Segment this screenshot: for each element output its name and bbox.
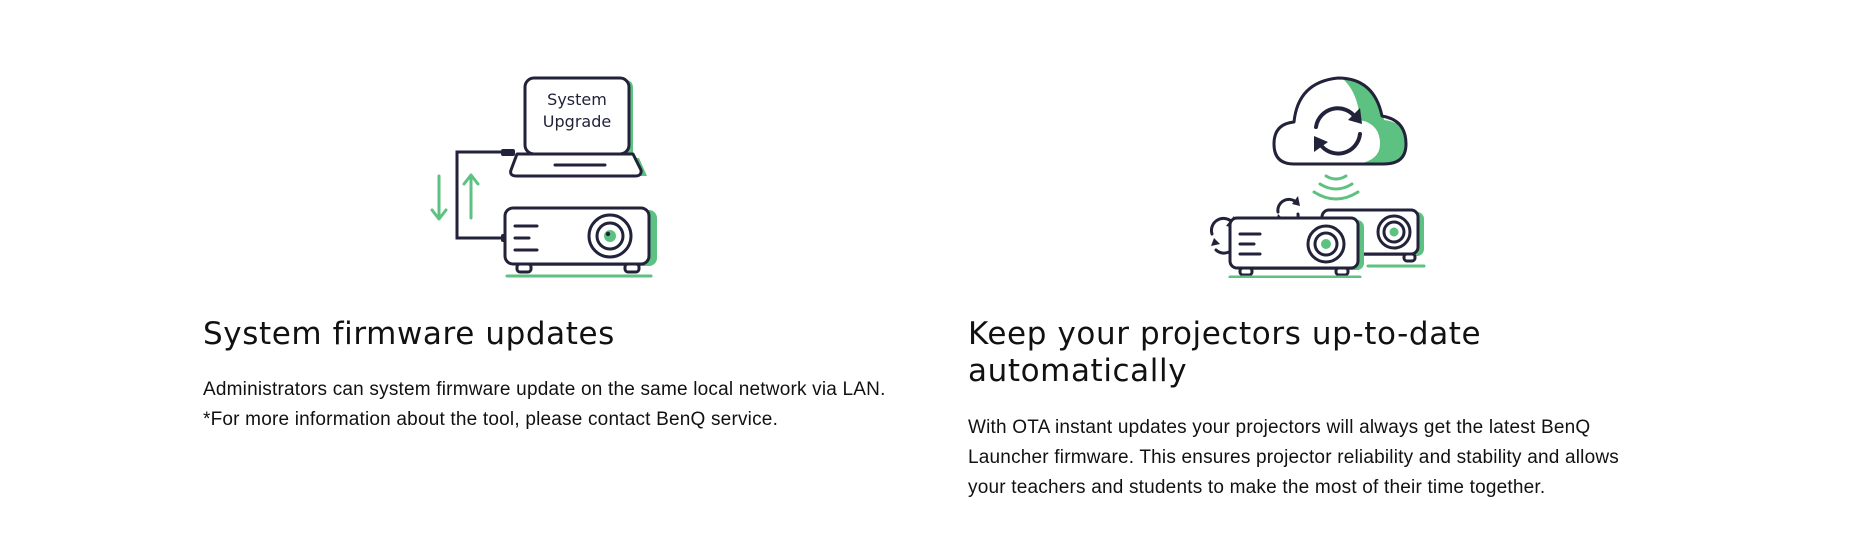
feature-description: With OTA instant updates your projectors will always get the latest BenQ Launcher firmware. This ensures projector reliability and stability and allows your teachers and students to make the most of their time together. bbox=[968, 417, 1619, 498]
laptop-screen-text-upgrade: Upgrade bbox=[542, 112, 612, 131]
cloud-ota-projectors-icon bbox=[1208, 72, 1430, 278]
feature-title: Keep your projectors up-to-date automatically bbox=[968, 316, 1482, 389]
feature-description: Administrators can system firmware update on the same local network via LAN. *For more information about the tool, please contact BenQ service. bbox=[203, 379, 886, 430]
laptop-screen-text-system: System bbox=[547, 90, 607, 109]
laptop-projector-upgrade-icon bbox=[429, 72, 663, 278]
feature-title: System firmware updates bbox=[203, 316, 615, 352]
